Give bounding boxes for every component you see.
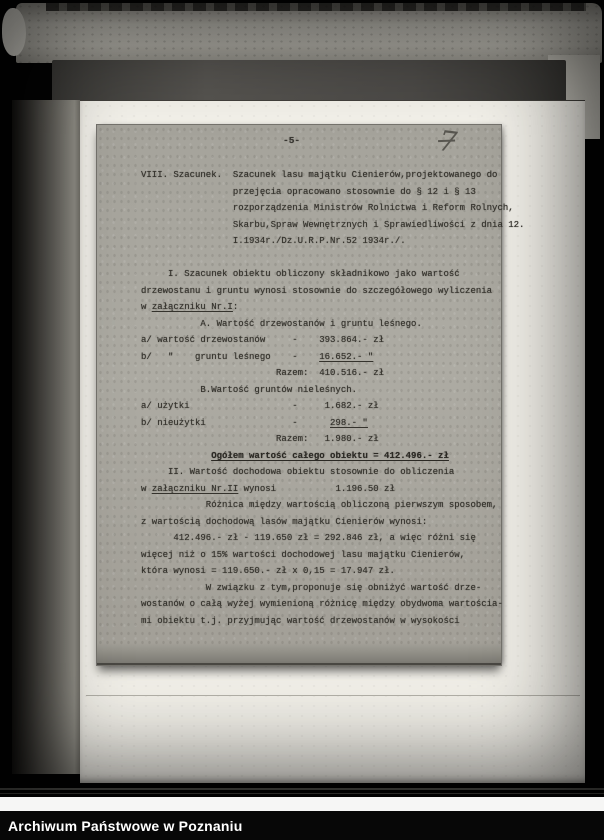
- archive-name-label: Archiwum Państwowe w Poznaniu: [8, 817, 243, 834]
- typewritten-line: A. Wartość drzewostanów i gruntu leśnego.: [141, 318, 422, 329]
- typewritten-line: I. Szacunek obiektu obliczony składnikowo jako wartość: [141, 269, 460, 279]
- typewritten-line: II. Wartość dochodowa obiektu stosownie do obliczenia: [141, 467, 455, 477]
- handwritten-digit: 7: [437, 124, 459, 159]
- film-corner-artifact: [2, 8, 26, 56]
- typewritten-line: więcej niż o 15% wartości dochodowej lasu majątku Cienierów,: [141, 549, 466, 560]
- typewritten-line: W związku z tym,proponuje się obniżyć wartość drze-: [141, 582, 482, 593]
- typewritten-line: Różnica między wartością obliczoną pierwszym sposobem,: [141, 500, 498, 510]
- film-scratch-line-2: [0, 793, 604, 794]
- typewritten-line: [141, 250, 501, 267]
- film-left-edge: [12, 100, 80, 774]
- typewritten-line: Ogółem wartość całego obiektu = 412.496.- zł: [211, 450, 449, 461]
- typewritten-line: B.Wartość gruntów nieleśnych.: [141, 384, 358, 395]
- typed-page-number: -5-: [283, 135, 301, 146]
- page-bottom-fold: [97, 643, 501, 665]
- typewritten-line: w załączniku Nr.II wynosi 1.196.50 zł: [141, 483, 395, 494]
- typewritten-line: a/ użytki - 1.682.- zł: [141, 401, 379, 411]
- handwritten-page-number: [437, 124, 459, 159]
- typewritten-line: przejęcia opracowano stosownie do § 12 i § 13: [141, 186, 476, 197]
- typewritten-line: Skarbu,Spraw Wewnętrznych i Sprawiedliwości z dnia 12.: [141, 219, 525, 230]
- typewritten-line: wostanów o całą wyżej wymienioną różnicę między obydwoma wartościa-: [141, 599, 503, 609]
- typewritten-line: drzewostanu i gruntu wynosi stosownie do szczegółowego wyliczenia: [141, 285, 493, 296]
- typewritten-text: [141, 167, 525, 629]
- typewritten-line: rozporządzenia Ministrów Rolnictwa i Reform Rolnych,: [141, 203, 514, 213]
- typewritten-line: b/ " gruntu leśnego - 16.652.- ": [141, 351, 374, 362]
- film-edge-strip: [16, 3, 602, 63]
- typewritten-line: a/ wartość drzewostanów - 393.864.- zł: [141, 335, 385, 345]
- typewritten-line: w załączniku Nr.I:: [141, 302, 239, 312]
- typewritten-line: Razem: 410.516.- zł: [141, 368, 385, 378]
- typewritten-line: z wartością dochodową lasów majątku Cienierów wynosi:: [141, 516, 428, 527]
- typewritten-line: mi obiektu t.j. przyjmując wartość drzewostanów w wysokości: [141, 615, 460, 626]
- film-dark-band: [52, 60, 566, 104]
- typewritten-line: I.1934r./Dz.U.R.P.Nr.52 1934r./.: [141, 236, 406, 246]
- typewritten-line: która wynosi = 119.650.- zł x 0,15 = 17.947 zł.: [141, 566, 395, 576]
- viewer-gap: [0, 797, 604, 811]
- typewritten-line: 412.496.- zł - 119.650 zł = 292.846 zł, a więc różni się: [141, 533, 476, 543]
- film-scratch-line: [0, 788, 604, 790]
- typewritten-line: Razem: 1.980.- zł: [141, 434, 379, 444]
- document-page: [96, 124, 525, 666]
- mat-crease-line: [86, 695, 580, 696]
- archive-caption-bar: [0, 811, 604, 840]
- typewritten-line: b/ nieużytki - 298.- ": [141, 417, 368, 428]
- typewritten-line: VIII. Szacunek. Szacunek lasu majątku Cienierów,projektowanego do: [141, 170, 498, 180]
- film-sprocket-texture: [46, 3, 586, 11]
